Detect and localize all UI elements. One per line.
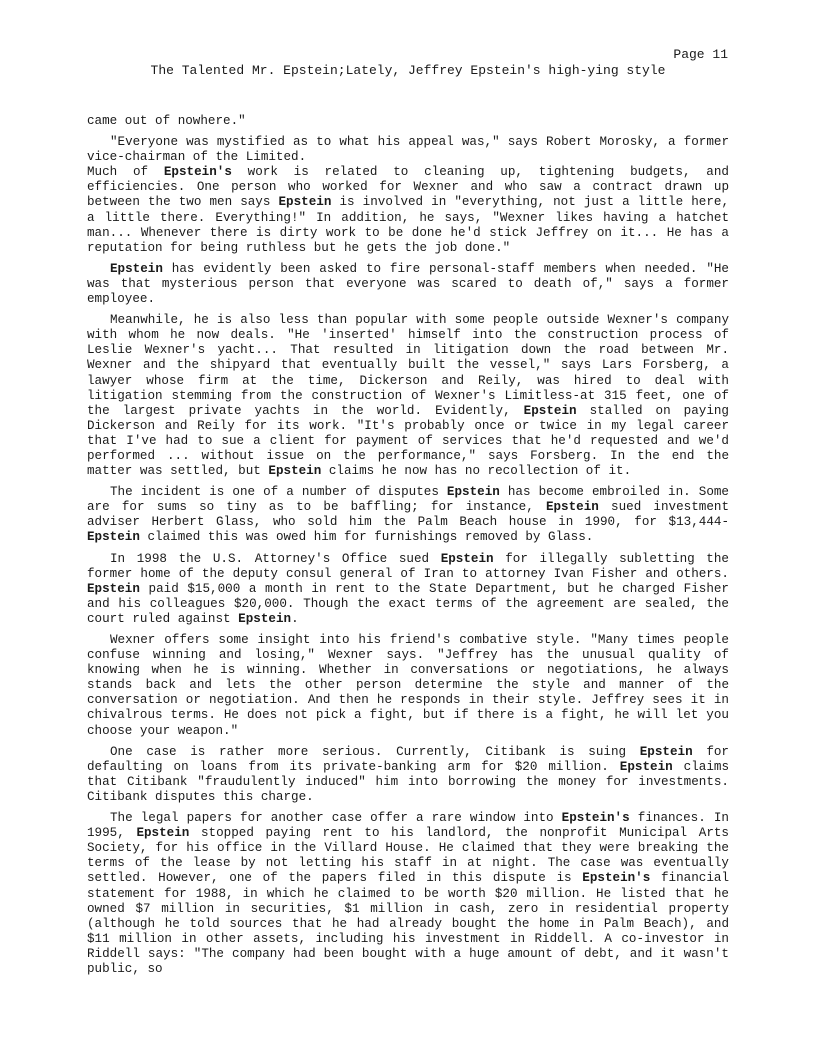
bold-term: Epstein (446, 485, 500, 500)
text-run: claimed this was owed him for furnishings removed by Glass. (139, 530, 594, 545)
text-run: is involved in "everything, not just a little here, a little there. Everything!" In addition, he says, "Wexner likes having a hatchet man... Whenever there is dirty work to be done he'd stick Jeffrey on it... He has a reputation for being ruthless but he gets the job done." (87, 195, 729, 255)
paragraph (87, 633, 729, 739)
running-title: The Talented Mr. Epstein;Lately, Jeffrey Epstein's high-ying style (150, 63, 666, 78)
bold-term: Epstein's (163, 165, 232, 180)
bold-term: Epstein (545, 500, 599, 515)
text-run: "Everyone was mystified as to what his appeal was," says Robert Morosky, a former vice-chairman of the Limited. (87, 135, 729, 165)
text-run: for illegally subletting the former home of the deputy consul general of Iran to attorney Ivan Fisher and others. (87, 551, 729, 581)
bold-term: Epstein (268, 464, 322, 479)
bold-term: Epstein (619, 759, 673, 774)
text-run: claims that Citibank "fraudulently induced" him into borrowing the money for investments. Citibank disputes this charge. (87, 759, 730, 804)
text-run: Meanwhile, he is also less than popular with some people outside Wexner's company with whom he now deals. "He 'inserted' himself into the construction process of Leslie Wexner's yacht... That resulted in litigation down the road between Mr. Wexner and the shipyard that eventually built the vessel," says Lars Forsberg, a lawyer whose firm at the time, Dickerson and Reily, was hired to deal with litigation stemming from the construction of Wexner's Limitless-at 315 feet, one of the largest private yachts in the world. Evidently, (87, 313, 729, 418)
text-run: sued investment adviser Herbert Glass, who sold him the Palm Beach house in 1990, for $13,444- (87, 500, 730, 530)
text-run: finances. In 1995, (87, 811, 729, 841)
bold-term: Epstein (136, 826, 190, 841)
text-run: Wexner offers some insight into his friend's combative style. "Many times people confuse winning and losing," Wexner says. "Jeffrey has the unusual quality of knowing when he is winning. Whether in conversations or negotiations, he always stands back and lets the other person determine the style and manner of the conversation or negotiation. And then he responds in their style. Jeffrey sees it in chivalrous terms. He does not pick a fight, but if there is a fight, he will let you choose your weapon." (87, 633, 729, 738)
text-run: The legal papers for another case offer a rare window into (110, 811, 562, 826)
paragraph (87, 114, 729, 129)
text-run: stalled on paying Dickerson and Reily for its work. "It's probably once or twice in my legal career that I've had to sue a client for payment of services that he'd requested and we'd performed ... without issue on the performance," says Forsberg. In the end the matter was settled, but (87, 403, 729, 479)
paragraph (87, 745, 729, 805)
paragraph (87, 485, 729, 545)
text-run: Much of (87, 165, 164, 180)
paragraph (87, 552, 729, 627)
text-run: has become embroiled in. Some are for sums so tiny as to be baffling; for instance, (87, 485, 729, 515)
paragraph (87, 262, 729, 307)
bold-term: Epstein (87, 530, 140, 545)
bold-term: Epstein's (561, 811, 630, 826)
paragraph (87, 135, 729, 165)
text-run: . (291, 611, 299, 626)
bold-term: Epstein (278, 195, 332, 210)
bold-term: Epstein (238, 611, 292, 626)
bold-term: Epstein (87, 581, 140, 596)
text-run: for defaulting on loans from its private-banking arm for $20 million. (87, 744, 729, 774)
text-run: In 1998 the U.S. Attorney's Office sued (110, 551, 441, 566)
text-run: has evidently been asked to fire personal-staff members when needed. "He was that mysterious person that everyone was scared to death of," says a former employee. (87, 261, 729, 307)
bold-term: Epstein (440, 551, 494, 566)
text-run: paid $15,000 a month in rent to the State Department, but he charged Fisher and his colleagues $20,000. Though the exact terms of the agreement are sealed, the court ruled against (87, 581, 729, 626)
page-number: Page 11 (673, 47, 728, 62)
bold-term: Epstein (110, 261, 163, 276)
text-run: One case is rather more serious. Currently, Citibank is suing (110, 744, 640, 759)
bold-term: Epstein's (582, 871, 651, 886)
paragraph (87, 165, 729, 256)
article-body (87, 114, 729, 983)
text-run: claims he now has no recollection of it. (321, 464, 632, 479)
text-run: financial statement for 1988, in which he claimed to be worth $20 million. He listed that he owned $7 million in securities, $1 million in cash, zero in residential property (although he told sources that he had already bought the home in Palm Beach), and $11 million in other assets, including his investment in Riddell. A co-investor in Riddell says: "The company had been bought with a huge amount of debt, and it wasn't public, so (87, 871, 730, 976)
text-run: The incident is one of a number of disputes (110, 485, 447, 500)
text-run: stopped paying rent to his landlord, the nonprofit Municipal Arts Society, for his office in the Villard House. He claimed that they were breaking the terms of the lease by not letting his staff in at night. The case was eventually settled. However, one of the papers filed in this dispute is (87, 826, 729, 886)
text-run: came out of nowhere." (87, 114, 246, 128)
bold-term: Epstein (523, 403, 577, 418)
paragraph (87, 811, 729, 977)
text-run: work is related to cleaning up, tightening budgets, and efficiencies. One person who worked for Wexner and who saw a contract drawn up between the two men says (87, 165, 729, 210)
bold-term: Epstein (639, 744, 693, 759)
paragraph (87, 313, 729, 479)
